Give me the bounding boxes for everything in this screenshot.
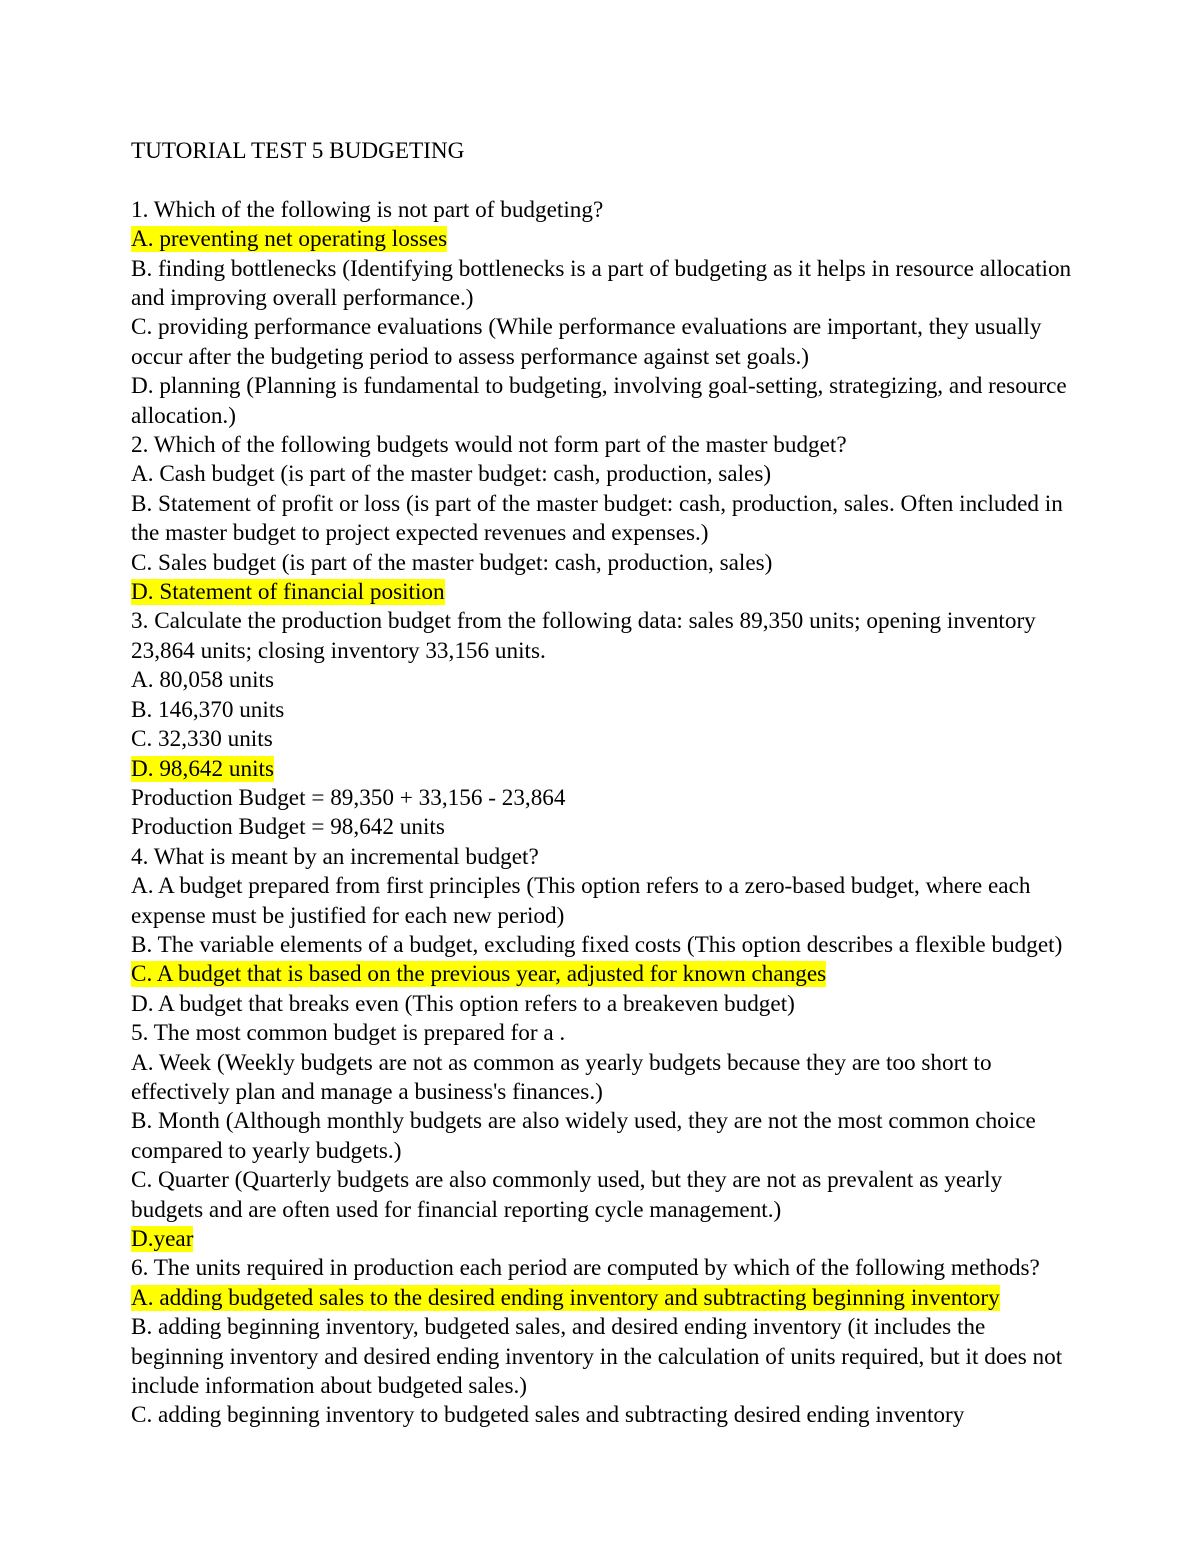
text-line	[131, 843, 1076, 872]
document-body	[131, 137, 1076, 1431]
highlighted-answer-text: A. adding budgeted sales to the desired ending inventory and subtracting beginning inventory	[131, 1284, 1000, 1311]
text-line	[131, 1254, 1076, 1283]
text-line	[131, 607, 1076, 666]
highlighted-answer-text: D. Statement of financial position	[131, 579, 445, 606]
line-text: B. The variable elements of a budget, excluding fixed costs (This option describes a flexible budget)	[131, 931, 1063, 958]
line-text: Production Budget = 89,350 + 33,156 - 23,864	[131, 784, 566, 811]
line-text: D. A budget that breaks even (This option refers to a breakeven budget)	[131, 990, 795, 1017]
text-line	[131, 813, 1076, 842]
highlighted-answer-text: D. 98,642 units	[131, 755, 274, 782]
line-text: 3. Calculate the production budget from the following data: sales 89,350 units; opening inventory 23,864 units; closing inventory 33,156 units.	[131, 608, 1036, 664]
text-line	[131, 490, 1076, 549]
text-line	[131, 1019, 1076, 1048]
text-line	[131, 990, 1076, 1019]
text-line	[131, 725, 1076, 754]
line-text: D. planning (Planning is fundamental to budgeting, involving goal-setting, strategizing, and resource allocation.)	[131, 373, 1067, 429]
blank-line	[131, 166, 1076, 195]
line-text: B. 146,370 units	[131, 696, 285, 723]
text-line	[131, 1166, 1076, 1225]
answer-line-highlighted	[131, 578, 1076, 607]
text-line	[131, 872, 1076, 931]
answer-line-highlighted	[131, 960, 1076, 989]
line-text: A. Cash budget (is part of the master budget: cash, production, sales)	[131, 461, 772, 488]
line-text: C. adding beginning inventory to budgeted sales and subtracting desired ending inventory	[131, 1402, 965, 1429]
line-text: A. A budget prepared from first principles (This option refers to a zero-based budget, where each expense must be justified for each new period)	[131, 873, 1031, 929]
line-text: B. adding beginning inventory, budgeted sales, and desired ending inventory (it includes the beginning inventory and desired ending inventory in the calculation of units required, but it does not include information about budgeted sales.)	[131, 1314, 1063, 1400]
text-line	[131, 431, 1076, 460]
text-line	[131, 313, 1076, 372]
highlighted-answer-text: A. preventing net operating losses	[131, 226, 448, 253]
text-line	[131, 196, 1076, 225]
line-text: Production Budget = 98,642 units	[131, 814, 445, 841]
line-text: 5. The most common budget is prepared for a .	[131, 1020, 566, 1047]
text-line	[131, 784, 1076, 813]
answer-line-highlighted	[131, 755, 1076, 784]
highlighted-answer-text: C. A budget that is based on the previous year, adjusted for known changes	[131, 961, 827, 988]
line-text: A. Week (Weekly budgets are not as common as yearly budgets because they are too short to effectively plan and manage a business's finances.)	[131, 1049, 992, 1105]
text-line	[131, 1049, 1076, 1108]
text-line	[131, 931, 1076, 960]
text-line	[131, 666, 1076, 695]
document-title: TUTORIAL TEST 5 BUDGETING	[131, 138, 465, 164]
line-text: B. finding bottlenecks (Identifying bottlenecks is a part of budgeting as it helps in resource allocation and improving overall performance.)	[131, 255, 1072, 311]
question-list	[131, 196, 1076, 1431]
line-text: C. 32,330 units	[131, 726, 273, 753]
text-line	[131, 255, 1076, 314]
answer-line-highlighted	[131, 1225, 1076, 1254]
line-text: 4. What is meant by an incremental budget?	[131, 843, 539, 870]
highlighted-answer-text: D.year	[131, 1226, 194, 1252]
text-line	[131, 372, 1076, 431]
text-line	[131, 460, 1076, 489]
line-text: B. Month (Although monthly budgets are also widely used, they are not the most common choice compared to yearly budgets.)	[131, 1108, 1036, 1164]
line-text: 6. The units required in production each period are computed by which of the following methods?	[131, 1255, 1040, 1282]
line-text: C. Quarter (Quarterly budgets are also commonly used, but they are not as prevalent as yearly budgets and are often used for financial reporting cycle management.)	[131, 1167, 1003, 1223]
answer-line-highlighted	[131, 225, 1076, 254]
line-text: B. Statement of profit or loss (is part of the master budget: cash, production, sales. Often included in the master budget to project expected revenues and expenses.)	[131, 490, 1063, 547]
text-line	[131, 1107, 1076, 1166]
text-line	[131, 1313, 1076, 1401]
line-text: C. Sales budget (is part of the master budget: cash, production, sales)	[131, 549, 773, 576]
line-text: C. providing performance evaluations (While performance evaluations are important, they usually occur after the budgeting period to assess performance against set goals.)	[131, 314, 1042, 370]
answer-line-highlighted	[131, 1284, 1076, 1313]
text-line	[131, 549, 1076, 578]
line-text: A. 80,058 units	[131, 667, 274, 694]
line-text: 2. Which of the following budgets would not form part of the master budget?	[131, 432, 847, 459]
text-line	[131, 1401, 1076, 1430]
line-text: 1. Which of the following is not part of budgeting?	[131, 196, 604, 223]
text-line	[131, 696, 1076, 725]
